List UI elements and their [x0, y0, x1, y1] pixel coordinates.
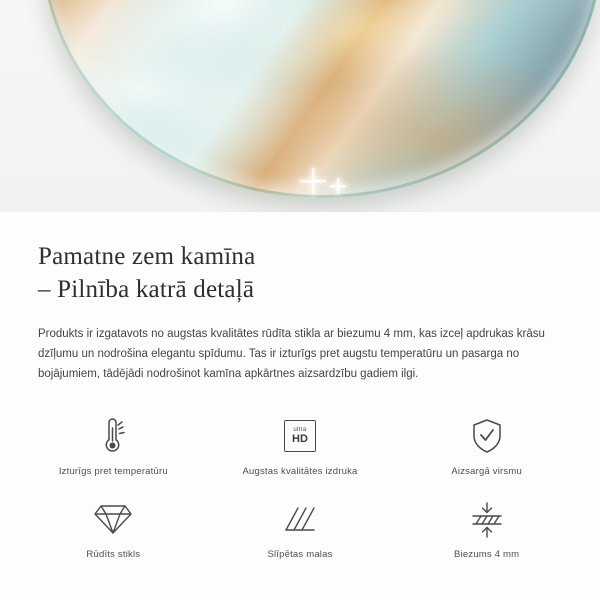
thickness-icon — [469, 497, 505, 541]
feature-label: Augstas kvalitātes izdruka — [242, 466, 358, 477]
polished-edges-icon — [282, 497, 318, 541]
ultra-hd-badge-bottom: HD — [292, 433, 308, 445]
page-title — [38, 240, 562, 306]
feature-label: Aizsargā virsmu — [451, 466, 522, 477]
feature-temperature — [20, 414, 207, 477]
diamond-icon — [93, 497, 133, 541]
feature-tempered-glass — [20, 497, 207, 560]
description-paragraph: Produkts ir izgatavots no augstas kvalitātes rūdīta stikla ar biezumu 4 mm, kas izceļ apdrukas krāsu dzīļumu un nodrošina elegantu spīdumu. Tas ir izturīgs pret augstu temperatūru un pasarga no bojājumiem, tādējādi nodrošinot kamīna apkārtnes aizsardzību gadiem ilgi. — [38, 328, 545, 380]
feature-grid — [0, 414, 600, 560]
feature-label: Izturīgs pret temperatūru — [58, 466, 168, 477]
hero-image — [0, 0, 600, 212]
headline-line-1: Pamatne zem kamīna — [38, 243, 256, 270]
feature-label: Rūdīts stikls — [86, 549, 141, 560]
feature-print-quality — [207, 414, 394, 477]
ultra-hd-badge-top: ultra — [293, 427, 307, 433]
shield-check-icon — [471, 414, 503, 458]
feature-polished-edges — [207, 497, 394, 560]
content-block — [0, 212, 600, 384]
feature-thickness — [393, 497, 580, 560]
feature-label: Biezums 4 mm — [454, 549, 520, 560]
ultra-hd-icon — [284, 414, 316, 458]
headline-line-2: – Pilnība katrā detaļā — [38, 276, 255, 303]
feature-label: Slīpētas malas — [267, 549, 333, 560]
feature-surface-protection — [393, 414, 580, 477]
thermometer-icon — [96, 414, 130, 458]
